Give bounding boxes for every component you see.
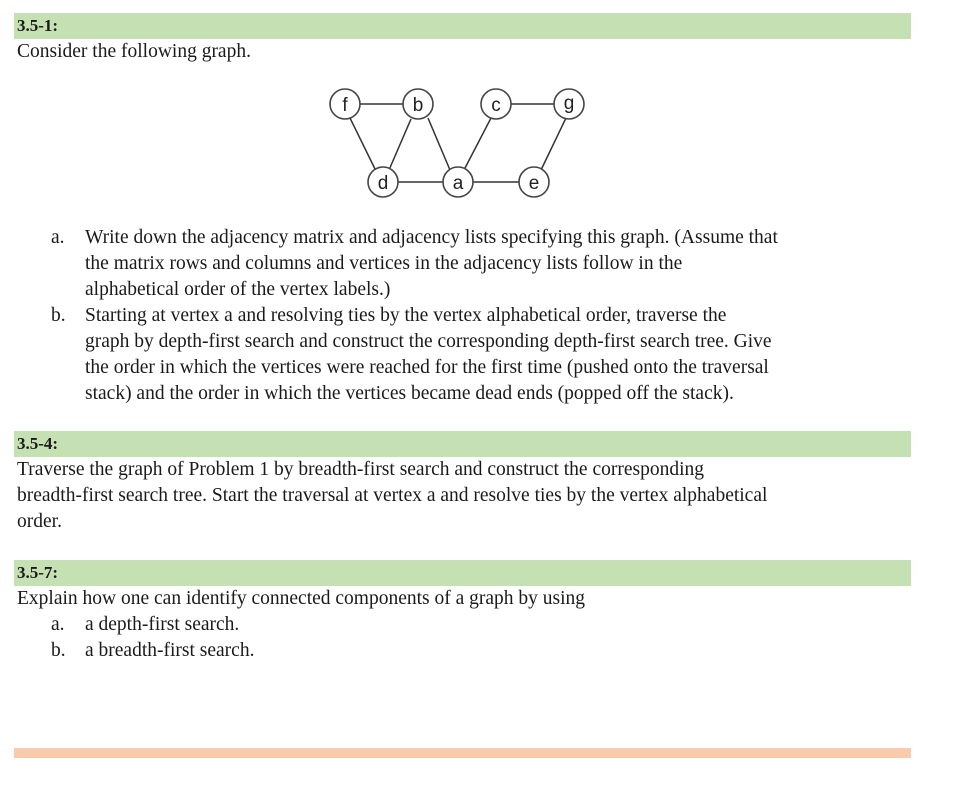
item-letter: b.	[51, 640, 66, 661]
edge-c-a	[464, 118, 491, 170]
edge-g-e	[541, 118, 566, 170]
item-line: Write down the adjacency matrix and adjacency lists specifying this graph. (Assume that	[85, 227, 778, 248]
problem-text-line: breadth-first search tree. Start the traversal at vertex a and resolve ties by the vertex alphabetical	[17, 485, 768, 506]
item-line: alphabetical order of the vertex labels.)	[85, 279, 391, 300]
footer-divider	[14, 748, 911, 758]
section-header-3-5-4	[14, 431, 911, 457]
item-letter: a.	[51, 227, 65, 248]
item-line: the matrix rows and columns and vertices in the adjacency lists follow in the	[85, 253, 683, 274]
vertex-e-label: e	[528, 173, 540, 194]
edge-f-d	[350, 118, 376, 171]
section-header-3-5-7	[14, 560, 911, 586]
section-title: 3.5-4:	[17, 434, 59, 453]
vertex-d-label: d	[377, 173, 389, 194]
edge-b-a	[428, 118, 450, 170]
item-line: Starting at vertex a and resolving ties by the vertex alphabetical order, traverse the	[85, 305, 727, 326]
section-title: 3.5-7:	[17, 563, 59, 582]
problem-text-line: order.	[17, 511, 62, 532]
vertex-b-label: b	[412, 95, 424, 116]
problem-text-line: Traverse the graph of Problem 1 by breadth-first search and construct the corresponding	[17, 459, 704, 480]
item-line: a depth-first search.	[85, 614, 240, 635]
problem-intro: Explain how one can identify connected components of a graph by using	[17, 588, 586, 609]
item-line: graph by depth-first search and construct the corresponding depth-first search tree. Give	[85, 331, 772, 352]
item-letter: a.	[51, 614, 65, 635]
vertex-c-label: c	[491, 95, 501, 116]
item-line: a breadth-first search.	[85, 640, 255, 661]
graph-figure	[320, 84, 600, 204]
item-line: stack) and the order in which the vertices became dead ends (popped off the stack).	[85, 383, 734, 404]
item-line: the order in which the vertices were reached for the first time (pushed onto the traversal	[85, 357, 769, 378]
section-header-3-5-1	[14, 13, 911, 39]
problem-intro: Consider the following graph.	[17, 41, 251, 62]
section-title: 3.5-1:	[17, 16, 59, 35]
item-letter: b.	[51, 305, 66, 326]
vertex-f-label: f	[342, 95, 348, 116]
vertex-g-label: g	[563, 93, 575, 114]
edge-b-d	[389, 119, 411, 170]
vertex-a-label: a	[452, 173, 464, 194]
